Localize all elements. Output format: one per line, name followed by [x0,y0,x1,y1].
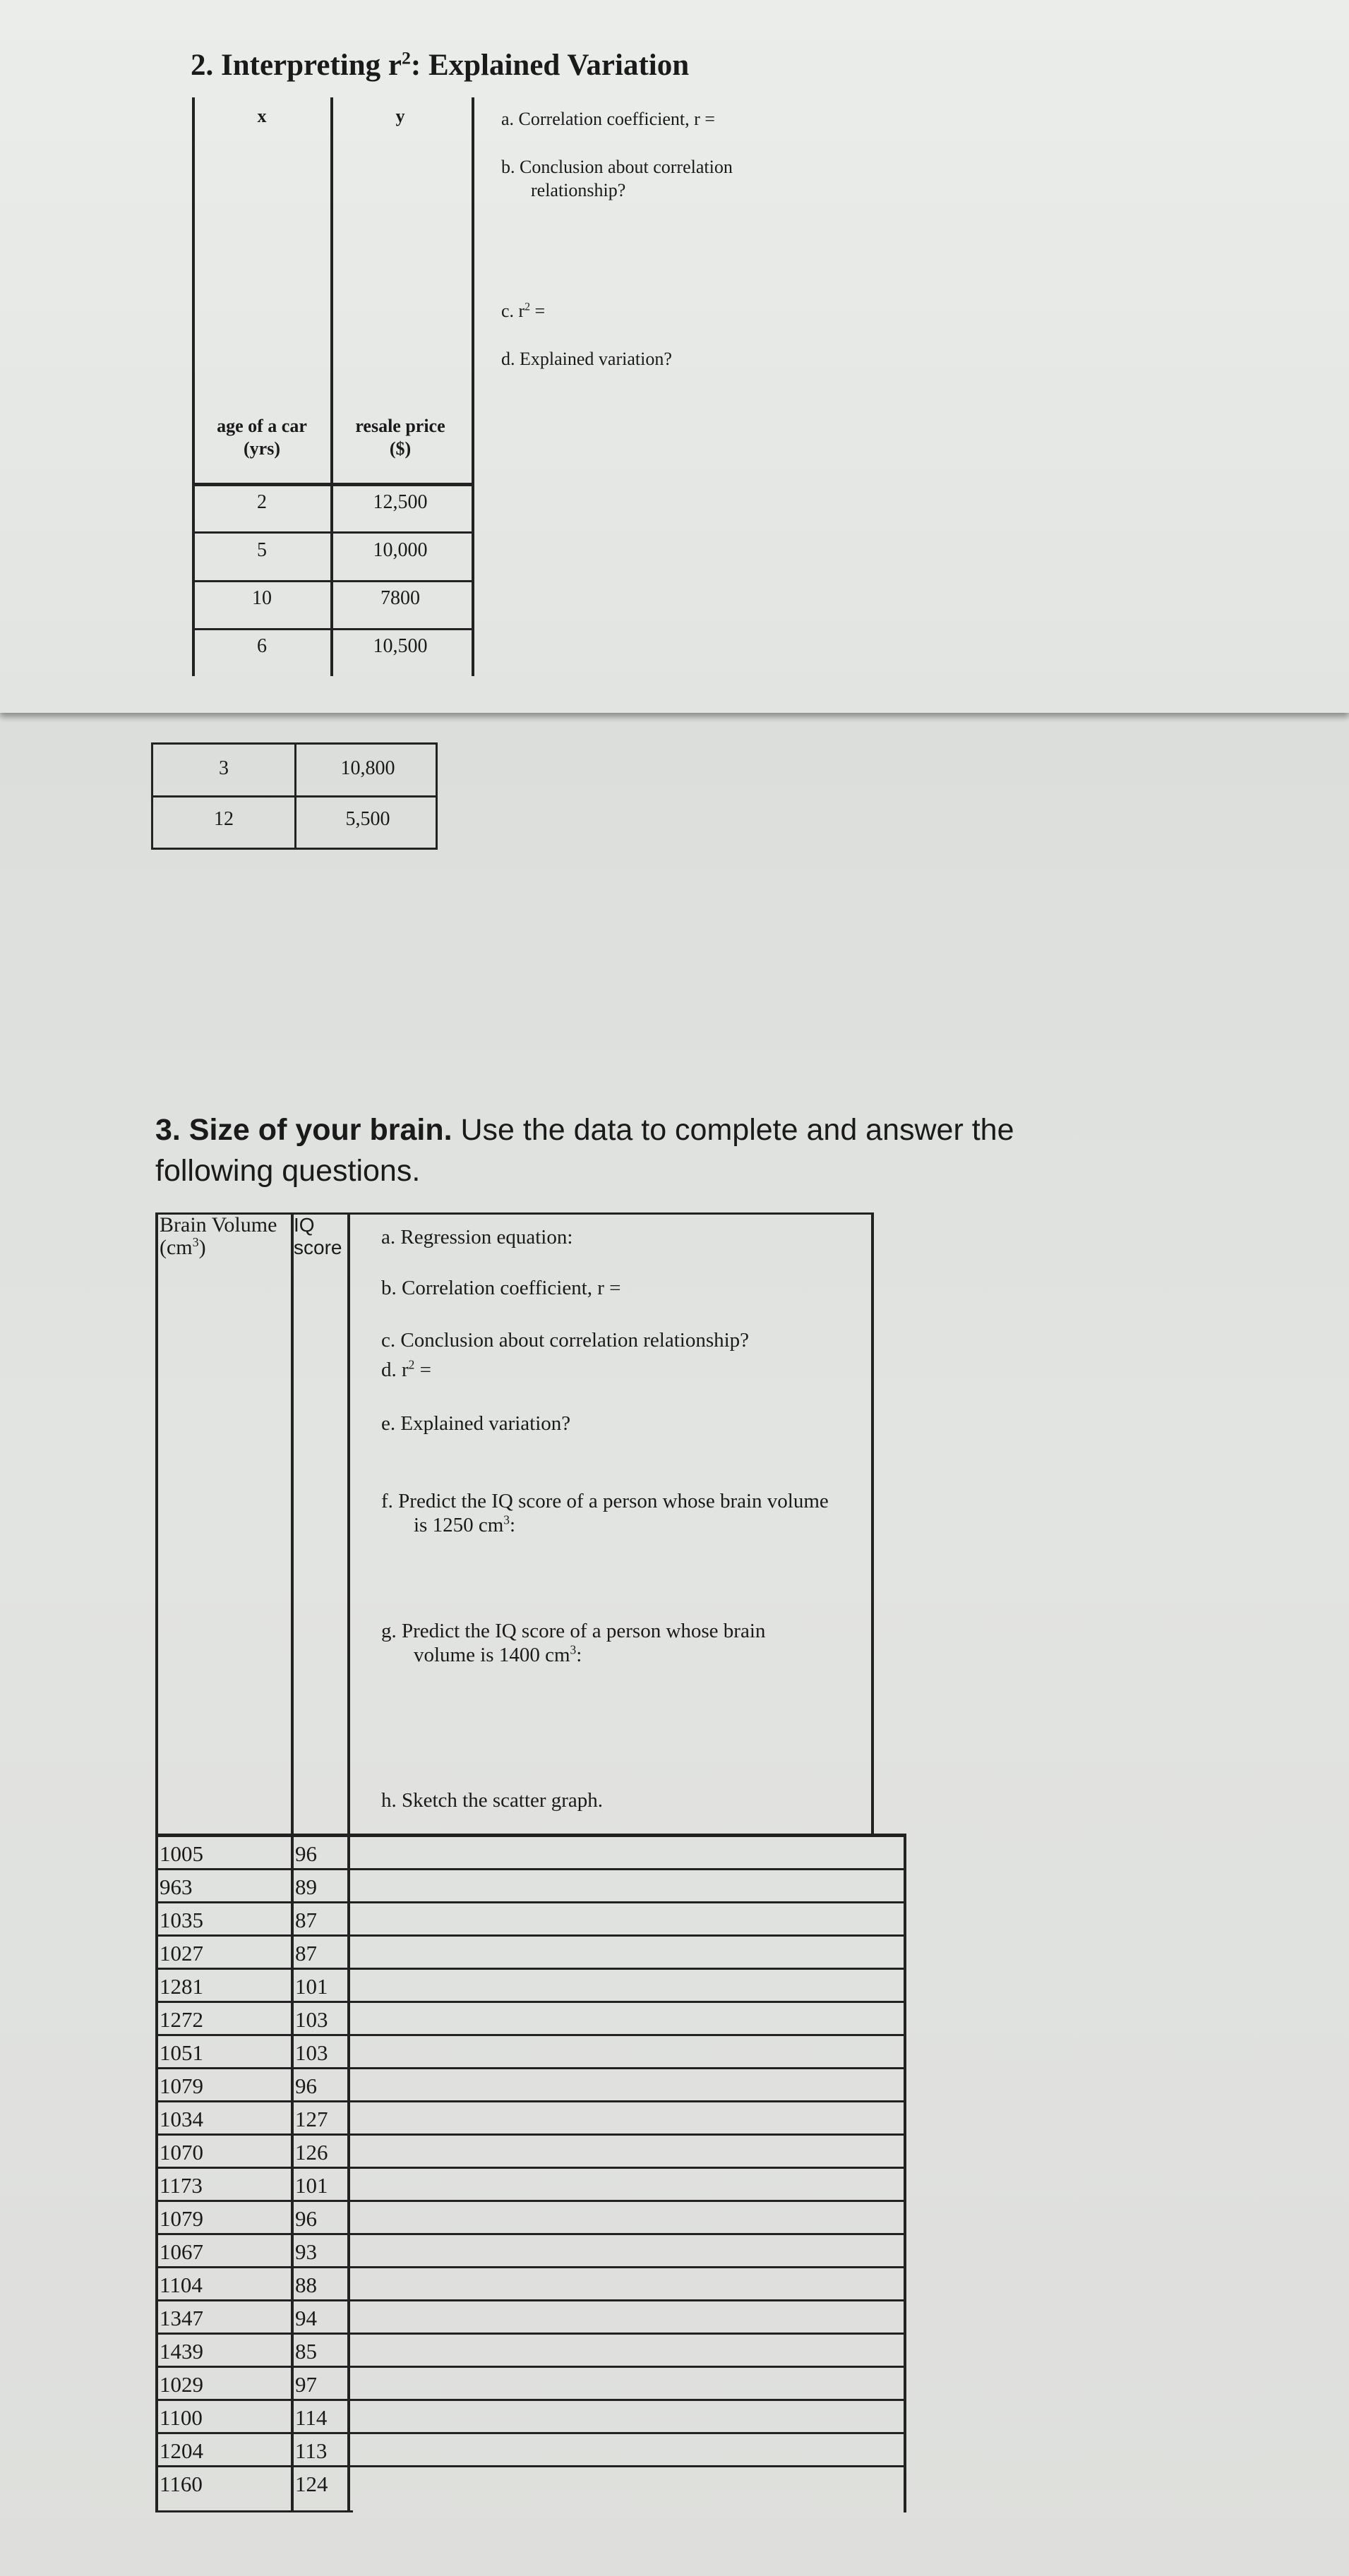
table-row: 1439 85 [155,2335,906,2368]
column-label-age: age of a car (yrs) [217,416,307,459]
table-row: 963 89 [155,1870,906,1903]
table-row: 1281 101 [155,1970,906,2003]
question-3a: a. Regression equation: [381,1226,573,1248]
question-3e: e. Explained variation? [381,1412,571,1435]
cell-x: 6 [257,635,267,657]
brain-iq-rows [155,1837,906,2500]
section-2-title-superscript: 2 [401,47,411,68]
cell-y: 5,500 [345,808,390,830]
section-2-title-text: Interpreting r [221,49,402,82]
table-row: 1104 88 [155,2268,906,2301]
table-row: 1204 113 [155,2434,906,2467]
cell-y: 10,800 [340,757,395,779]
column-header-brain-volume: Brain Volume $(cm^3)$ [160,1213,277,1259]
cell-x: 12 [214,808,234,830]
question-2d: d. Explained variation? [501,349,672,369]
column-label-price: resale price ($) [355,416,445,459]
section-2-title-suffix: : Explained Variation [410,49,690,82]
table-row: 1067 93 [155,2235,906,2268]
table-row: 1079 96 [155,2069,906,2102]
question-3c: c. Conclusion about correlation relationship? [381,1329,750,1352]
column-header-iq-score: IQ score [294,1214,342,1258]
car-data-table-continued [151,742,438,850]
table-row: 1035 87 [155,1903,906,1937]
cell-x: 2 [257,491,267,513]
table-row: 1034 127 [155,2102,906,2136]
table-row: 1347 94 [155,2301,906,2335]
table-row: 1173 101 [155,2169,906,2202]
cell-y: 10,500 [373,635,428,657]
cell-y: 10,000 [373,539,428,561]
table-row: 1160 124 [160,2472,328,2496]
table-row: 1272 103 [155,2003,906,2036]
section-2-title [191,48,689,83]
question-3d: d. $r^2$ = [381,1357,431,1381]
table-row: 1027 87 [155,1937,906,1970]
table-row: 1029 97 [155,2368,906,2401]
column-header-x: x [257,106,267,126]
question-3h: h. Sketch the scatter graph. [381,1789,604,1812]
worksheet-page-2 [0,714,1349,2576]
question-2b: b. Conclusion about correlation relationship? [501,157,733,200]
column-header-y: y [395,106,405,126]
worksheet-page-1 [0,0,1349,713]
table-row: 1100 114 [155,2401,906,2434]
brain-iq-table [155,1212,918,2512]
table-row: 1005 96 [155,1837,906,1870]
question-3f: f. Predict the IQ score of a person whose brain volume is 1250 $cm^3$: [381,1490,829,1536]
question-3g: g. Predict the IQ score of a person whose brain volume is 1400 $cm^3$: [381,1620,766,1666]
table-row: 1070 126 [155,2136,906,2169]
car-data-table [192,97,474,676]
question-2c: c. $r^2$ = [501,301,546,321]
question-2a: a. Correlation coefficient, r = [501,109,715,129]
cell-x: 10 [252,587,272,609]
section-2-number: 2. [191,49,214,82]
cell-x: 5 [257,539,267,561]
cell-y: 12,500 [373,491,428,513]
section-3-title: 3. Size of your brain. Use the data to complete and answer the following questions. [155,1113,1014,1188]
cell-x: 3 [219,757,229,779]
table-row: 1051 103 [155,2036,906,2069]
table-row: 1079 96 [155,2202,906,2235]
cell-y: 7800 [380,587,420,609]
question-3b: b. Correlation coefficient, r = [381,1277,621,1299]
